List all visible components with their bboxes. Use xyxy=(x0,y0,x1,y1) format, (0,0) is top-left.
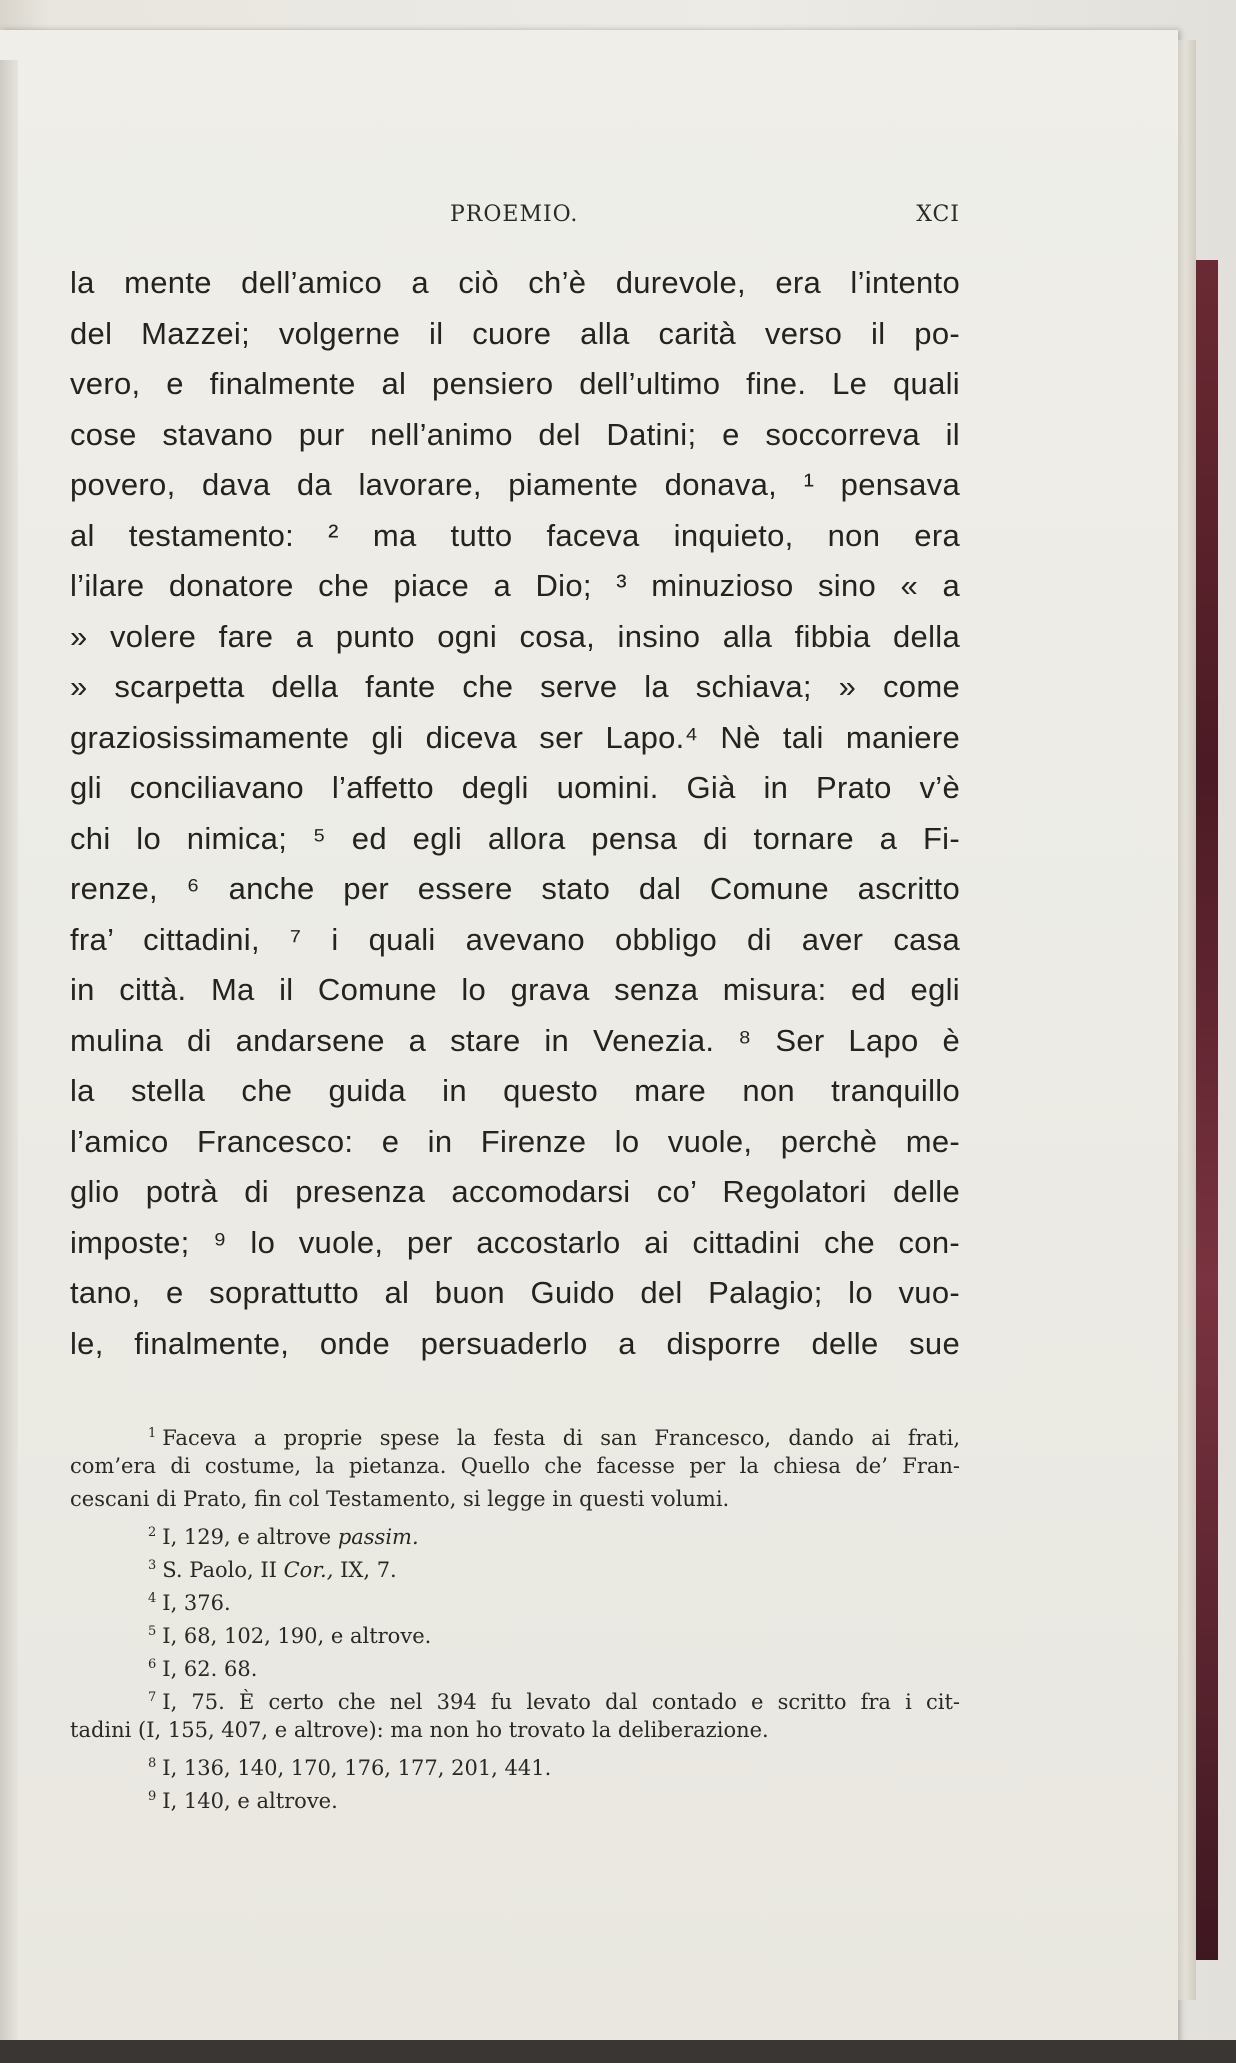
footnote-1-cont: cescani di Prato, fin col Testamento, si legge in questi volumi. xyxy=(70,1487,730,1511)
footnote-2 xyxy=(70,1516,960,1549)
text-line: graziosissimamente gli diceva ser Lapo.⁴ Nè tali maniere xyxy=(70,719,960,755)
text-line: al testamento: ² ma tutto faceva inquieto, non era xyxy=(70,517,960,553)
footnote-marker: 1 xyxy=(148,1426,157,1441)
book-page xyxy=(0,30,1178,2050)
footnotes xyxy=(70,1417,960,1813)
footnote-text: I, 136, 140, 170, 176, 177, 201, 441. xyxy=(162,1756,552,1780)
footnote-7-cont: tadini (I, 155, 407, e altrove): ma non ho trovato la deliberazione. xyxy=(70,1718,769,1742)
text-line: fra’ cittadini, ⁷ i quali avevano obbligo di aver casa xyxy=(70,921,960,957)
text-line: cose stavano pur nell’animo del Datini; e soccorreva il xyxy=(70,416,960,452)
footnote-4 xyxy=(70,1582,960,1615)
footnote-9 xyxy=(70,1780,960,1813)
footnote-text: I, 62. 68. xyxy=(162,1657,258,1681)
footnote-marker: 6 xyxy=(148,1657,157,1672)
footnote-6 xyxy=(70,1648,960,1681)
text-line: l’amico Francesco: e in Firenze lo vuole, perchè me- xyxy=(70,1123,960,1159)
footnote-8 xyxy=(70,1747,960,1780)
running-title: PROEMIO. xyxy=(450,202,579,227)
text-line: la mente dell’amico a ciò ch’è durevole, era l’intento xyxy=(70,265,960,300)
text-line: » scarpetta della fante che serve la schiava; » come xyxy=(70,669,960,704)
text-line: in città. Ma il Comune lo grava senza misura: ed egli xyxy=(70,972,960,1007)
footnote-marker: 5 xyxy=(148,1624,157,1639)
page-stack-edge xyxy=(1178,40,1196,2000)
text-line: imposte; ⁹ lo vuole, per accostarlo ai cittadini che con- xyxy=(70,1224,960,1260)
footnote-text: I, 129, e altrove xyxy=(162,1525,332,1549)
footnote-text: I, 75. È certo che nel 394 fu levato dal contado e scritto fra i cit- xyxy=(162,1690,960,1714)
text-line: glio potrà di presenza accomodarsi co’ Regolatori delle xyxy=(70,1174,960,1209)
footnote-5 xyxy=(70,1615,960,1648)
running-header xyxy=(70,202,960,238)
footnote-3 xyxy=(70,1549,960,1582)
footnote-text: IX, 7. xyxy=(340,1558,397,1582)
footnote-marker: 9 xyxy=(148,1789,157,1804)
footnote-text: S. Paolo, II xyxy=(162,1558,277,1582)
text-line: vero, e finalmente al pensiero dell’ultimo fine. Le quali xyxy=(70,366,960,401)
footnote-marker: 7 xyxy=(148,1690,157,1705)
text-line: gli conciliavano l’affetto degli uomini. Già in Prato v’è xyxy=(70,770,960,805)
text-line: del Mazzei; volgerne il cuore alla carità verso il po- xyxy=(70,315,960,351)
text-line: renze, ⁶ anche per essere stato dal Comune ascritto xyxy=(70,871,960,906)
footnote-marker: 3 xyxy=(148,1558,157,1573)
text-line: le, finalmente, onde persuaderlo a disporre delle sue xyxy=(70,1325,960,1361)
footnote-marker: 4 xyxy=(148,1591,157,1606)
text-line: mulina di andarsene a stare in Venezia. ⁸ Ser Lapo è xyxy=(70,1022,960,1058)
footnote-marker: 8 xyxy=(148,1756,157,1771)
text-line: chi lo nimica; ⁵ ed egli allora pensa di tornare a Fi- xyxy=(70,820,960,856)
body-text xyxy=(70,258,960,1369)
footnote-1 xyxy=(70,1417,960,1450)
text-line: l’ilare donatore che piace a Dio; ³ minuzioso sino « a xyxy=(70,568,960,603)
text-line: » volere fare a punto ogni cosa, insino alla fibbia della xyxy=(70,618,960,654)
footnote-italic: passim. xyxy=(337,1525,419,1549)
footnote-text: I, 140, e altrove. xyxy=(162,1789,338,1813)
footnote-text: I, 68, 102, 190, e altrove. xyxy=(162,1624,432,1648)
footnote-text: I, 376. xyxy=(162,1591,231,1615)
text-line: povero, dava da lavorare, piamente donava, ¹ pensava xyxy=(70,467,960,502)
footnote-marker: 2 xyxy=(148,1525,157,1540)
footnote-7 xyxy=(70,1681,960,1714)
footnote-text: Faceva a proprie spese la festa di san Francesco, dando ai frati, xyxy=(162,1426,960,1450)
text-line: tano, e soprattutto al buon Guido del Palagio; lo vuo- xyxy=(70,1275,960,1310)
facing-page-edge xyxy=(0,60,18,2063)
footnote-1-cont: com’era di costume, la pietanza. Quello che facesse per la chiesa de’ Fran- xyxy=(70,1454,960,1478)
table-surface xyxy=(0,2040,1236,2063)
footnote-italic: Cor., xyxy=(283,1558,334,1582)
page-number: XCI xyxy=(916,202,960,227)
book-binding xyxy=(1196,260,1218,1960)
text-line: la stella che guida in questo mare non tranquillo xyxy=(70,1073,960,1108)
